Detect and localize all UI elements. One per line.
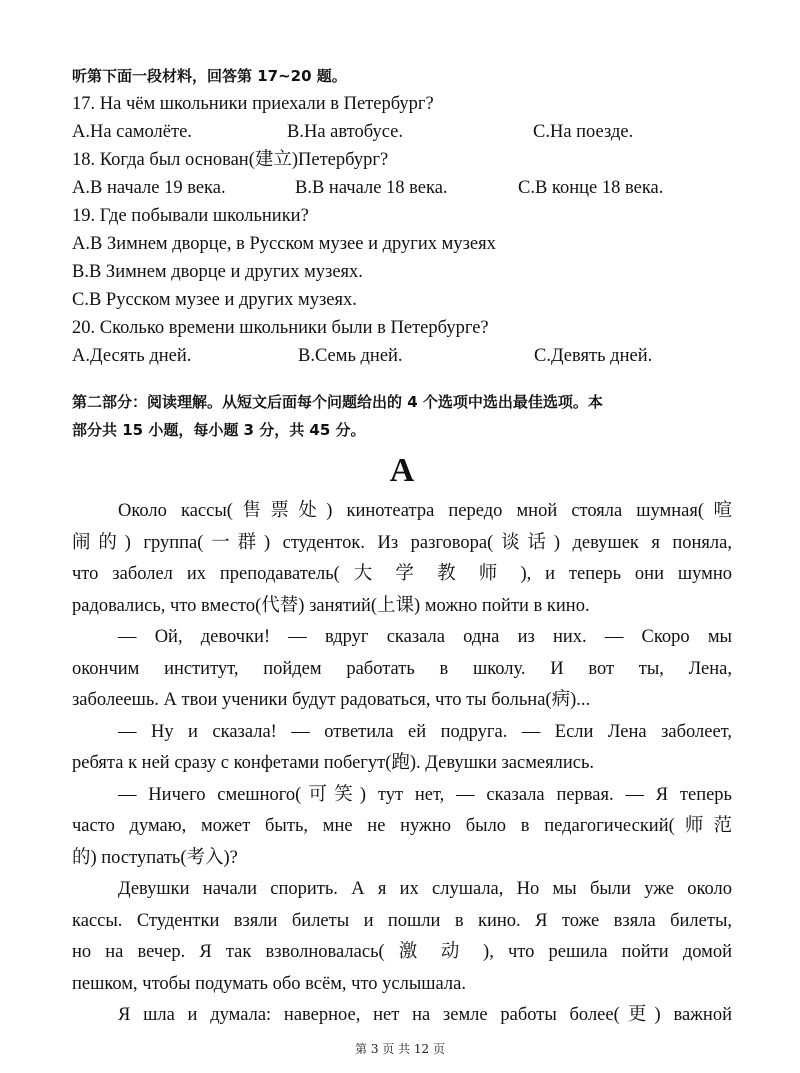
option-c: C.Девять дней. [534,346,653,366]
question-18: 18. Когда был основан(建立)Петербург? [72,150,389,170]
paragraph-line: пешком, чтобы подумать обо всём, что услышала. [72,973,466,994]
passage-paragraph [72,622,732,717]
paragraph-line: 的) поступать(考入)? [72,847,238,868]
option-a: A.Десять дней. [72,346,192,366]
question-17-options [72,118,732,146]
option-a: A.В начале 19 века. [72,178,226,198]
paragraph-line: — Ну и сказала! — ответила ей подруга. — Если Лена заболеет, [118,721,732,742]
passage-paragraph [72,1000,732,1032]
paragraph-line: что заболел их преподаватель( 大 学 教 师 ), и теперь они шумно [72,564,732,584]
passage-paragraph [72,874,732,1000]
paragraph-line: ребята к ней сразу с конфетами побегут(跑). Девушки засмеялись. [72,753,595,773]
question-18-options [72,174,732,202]
question-20: 20. Сколько времени школьники были в Петербурге? [72,318,489,338]
paragraph-line: радовались, что вместо(代替) занятий(上课) можно пойти в кино. [72,595,590,616]
passage-title: A [389,452,415,489]
paragraph-line: Я шла и думала: наверное, нет на земле работы более(更) важной [118,1005,732,1025]
question-19: 19. Где побывали школьники? [72,206,309,226]
option-a: A.На самолёте. [72,122,192,142]
option-c: C.На поезде. [533,122,634,142]
option-b: B.Семь дней. [298,346,403,366]
passage-paragraph [72,780,732,875]
option-b: B.В начале 18 века. [295,178,448,198]
question-17: 17. На чём школьники приехали в Петербург? [72,94,434,114]
option-a: A.В Зимнем дворце, в Русском музее и других музеях [72,234,496,254]
listening-instruction: 听第下面一段材料，回答第 17~20 题。 [72,67,347,85]
paragraph-line: кассы. Студентки взяли билеты и пошли в кино. Я тоже взяла билеты, [72,910,732,931]
passage-paragraph [72,717,732,780]
document-page [72,62,732,1032]
paragraph-line: — Ой, девочки! — вдруг сказала одна из них. — Скоро мы [118,627,732,647]
reading-section-heading [72,388,732,444]
page-number-footer: 第 3 页 共 12 页 [355,1042,445,1056]
paragraph-line: окончим институт, пойдем работать в школу. И вот ты, Лена, [72,658,732,679]
paragraph-line: 闹的) группа(一群) студенток. Из разговора(谈话) девушек я поняла, [72,532,732,553]
option-b: B.В Зимнем дворце и других музеях. [72,262,363,282]
section-heading-line: 第二部分：阅读理解。从短文后面每个问题给出的 4 个选项中选出最佳选项。本 [72,393,603,411]
paragraph-line: — Ничего смешного(可笑) тут нет, — сказала первая. — Я теперь [118,784,732,805]
paragraph-line: часто думаю, может быть, мне не нужно было в педагогический(师范 [72,816,732,836]
option-c: C.В Русском музее и других музеях. [72,290,357,310]
paragraph-line: Около кассы(售票处) кинотеатра передо мной стояла шумная(喧 [118,501,732,521]
section-heading-line: 部分共 15 小题，每小题 3 分，共 45 分。 [72,421,366,439]
passage-paragraph [72,496,732,622]
paragraph-line: но на вечер. Я так взволновалась( 激 动 ), что решила пойти домой [72,942,732,962]
paragraph-line: заболеешь. А твои ученики будут радоваться, что ты больна(病)... [72,690,591,710]
paragraph-line: Девушки начали спорить. А я их слушала, Но мы были уже около [118,879,732,899]
question-20-options [72,342,732,370]
option-b: B.На автобусе. [287,122,403,142]
option-c: C.В конце 18 века. [518,178,664,198]
